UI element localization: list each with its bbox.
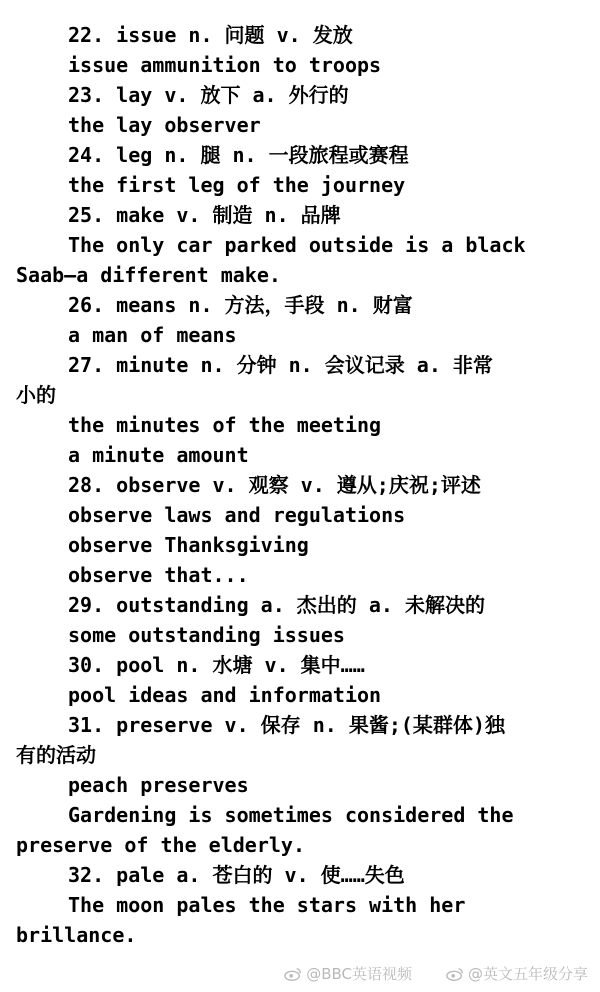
text-line: 24. leg n. 腿 n. 一段旅程或赛程 <box>68 143 409 167</box>
text-line: 22. issue n. 问题 v. 发放 <box>68 23 353 47</box>
text-line: 32. pale a. 苍白的 v. 使……失色 <box>68 863 405 887</box>
text-line: the first leg of the journey <box>68 173 406 197</box>
text-line: 25. make v. 制造 n. 品牌 <box>68 203 341 227</box>
text-line: observe laws and regulations <box>68 503 406 527</box>
weibo-icon <box>446 966 464 982</box>
document-page <box>0 20 600 950</box>
text-line: 29. outstanding a. 杰出的 a. 未解决的 <box>68 593 485 617</box>
text-line: a man of means <box>68 323 237 347</box>
text-line: Saab—a different make. <box>16 263 281 287</box>
text-line: preserve of the elderly. <box>16 833 305 857</box>
text-line: The moon pales the stars with her <box>68 893 466 917</box>
text-line: 23. lay v. 放下 a. 外行的 <box>68 83 349 107</box>
text-line: brillance. <box>16 923 137 947</box>
text-line: 30. pool n. 水塘 v. 集中…… <box>68 653 365 677</box>
text-line: The only car parked outside is a black <box>68 233 526 257</box>
text-line: 27. minute n. 分钟 n. 会议记录 a. 非常 <box>68 353 493 377</box>
text-line: observe that... <box>68 563 249 587</box>
watermark-right <box>446 963 588 984</box>
watermark-left-text: @BBC英语视频 <box>306 965 412 983</box>
text-line: peach preserves <box>68 773 249 797</box>
text-line: pool ideas and information <box>68 683 382 707</box>
weibo-icon <box>284 966 302 982</box>
text-line: the lay observer <box>68 113 261 137</box>
watermark <box>284 963 588 984</box>
text-line: 小的 <box>16 383 56 407</box>
text-line: 有的活动 <box>16 743 96 767</box>
text-line: a minute amount <box>68 443 249 467</box>
text-line: 31. preserve v. 保存 n. 果酱;(某群体)独 <box>68 713 505 737</box>
text-line: observe Thanksgiving <box>68 533 309 557</box>
text-line: Gardening is sometimes considered the <box>68 803 514 827</box>
text-line: some outstanding issues <box>68 623 345 647</box>
text-line: issue ammunition to troops <box>68 53 382 77</box>
watermark-left <box>284 963 412 984</box>
watermark-right-text: @英文五年级分享 <box>467 965 588 983</box>
text-line: 26. means n. 方法，手段 n. 财富 <box>68 293 413 317</box>
text-line: the minutes of the meeting <box>68 413 382 437</box>
text-line: 28. observe v. 观察 v. 遵从;庆祝;评述 <box>68 473 481 497</box>
